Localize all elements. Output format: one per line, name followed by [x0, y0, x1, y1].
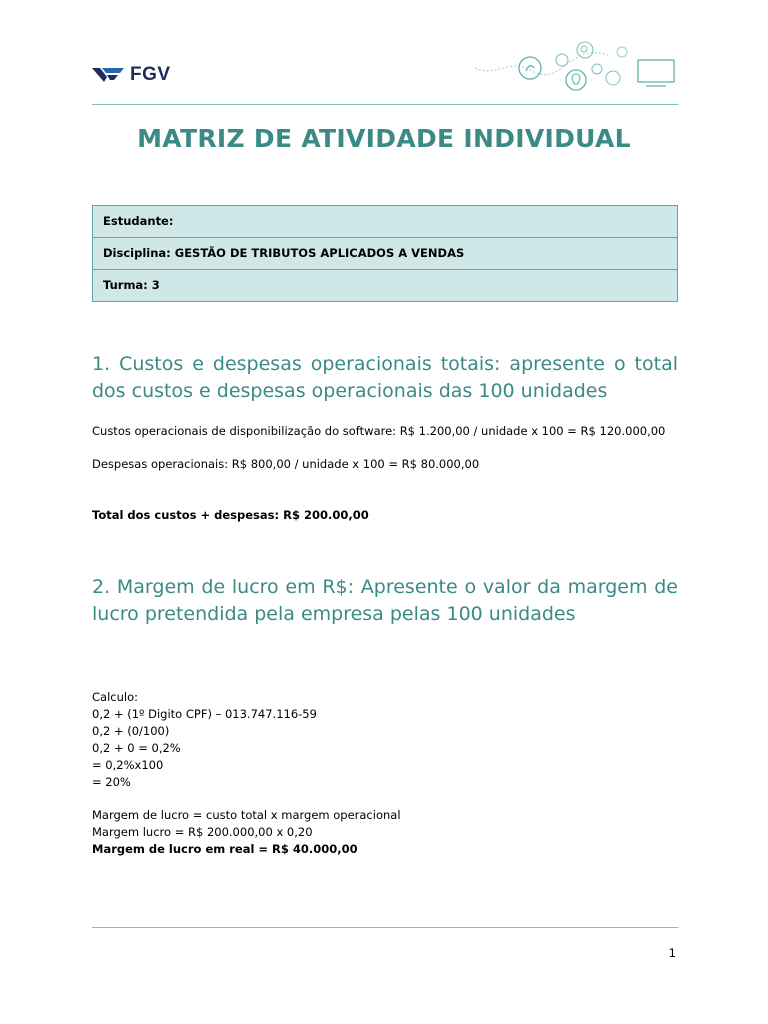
page-number: 1 [668, 946, 676, 960]
calc-line: = 20% [92, 775, 131, 789]
section-1-heading: 1. Custos e despesas operacionais totais: apresente o total dos custos e despesas operacionais das 100 unidades [92, 353, 678, 402]
fgv-logo [92, 64, 171, 86]
page-title: MATRIZ DE ATIVIDADE INDIVIDUAL [137, 124, 631, 153]
footer-divider [92, 927, 678, 928]
class-row: Turma: 3 [103, 278, 160, 292]
header-divider [92, 104, 678, 105]
operational-expenses-line: Despesas operacionais: R$ 800,00 / unidade x 100 = R$ 80.000,00 [92, 457, 480, 471]
technology-illustration-icon [470, 38, 680, 98]
operational-costs-line: Custos operacionais de disponibilização do software: R$ 1.200,00 / unidade x 100 = R$ 120.000,00 [92, 424, 666, 438]
discipline-row: Disciplina: GESTÃO DE TRIBUTOS APLICADOS A VENDAS [93, 238, 677, 270]
margin-result-line: Margem de lucro em real = R$ 40.000,00 [92, 842, 358, 856]
margin-line: Margem de lucro = custo total x margem operacional [92, 808, 401, 822]
student-row: Estudante: [93, 206, 677, 238]
logo-text: FGV [130, 64, 171, 85]
section-2-heading: 2. Margem de lucro em R$: Apresente o valor da margem de lucro pretendida pela empresa pelas 100 unidades [92, 576, 678, 625]
calc-line: 0,2 + (0/100) [92, 724, 170, 738]
page-header [0, 0, 768, 110]
calc-line: = 0,2%x100 [92, 758, 164, 772]
calc-line: Calculo: [92, 690, 138, 704]
student-info-table [92, 205, 678, 302]
fgv-logo-mark-icon [92, 68, 124, 82]
total-costs-line: Total dos custos + despesas: R$ 200.00,00 [92, 508, 369, 522]
margin-line: Margem lucro = R$ 200.000,00 x 0,20 [92, 825, 313, 839]
calc-line: 0,2 + 0 = 0,2% [92, 741, 181, 755]
calc-line: 0,2 + (1º Digito CPF) – 013.747.116-59 [92, 707, 317, 721]
